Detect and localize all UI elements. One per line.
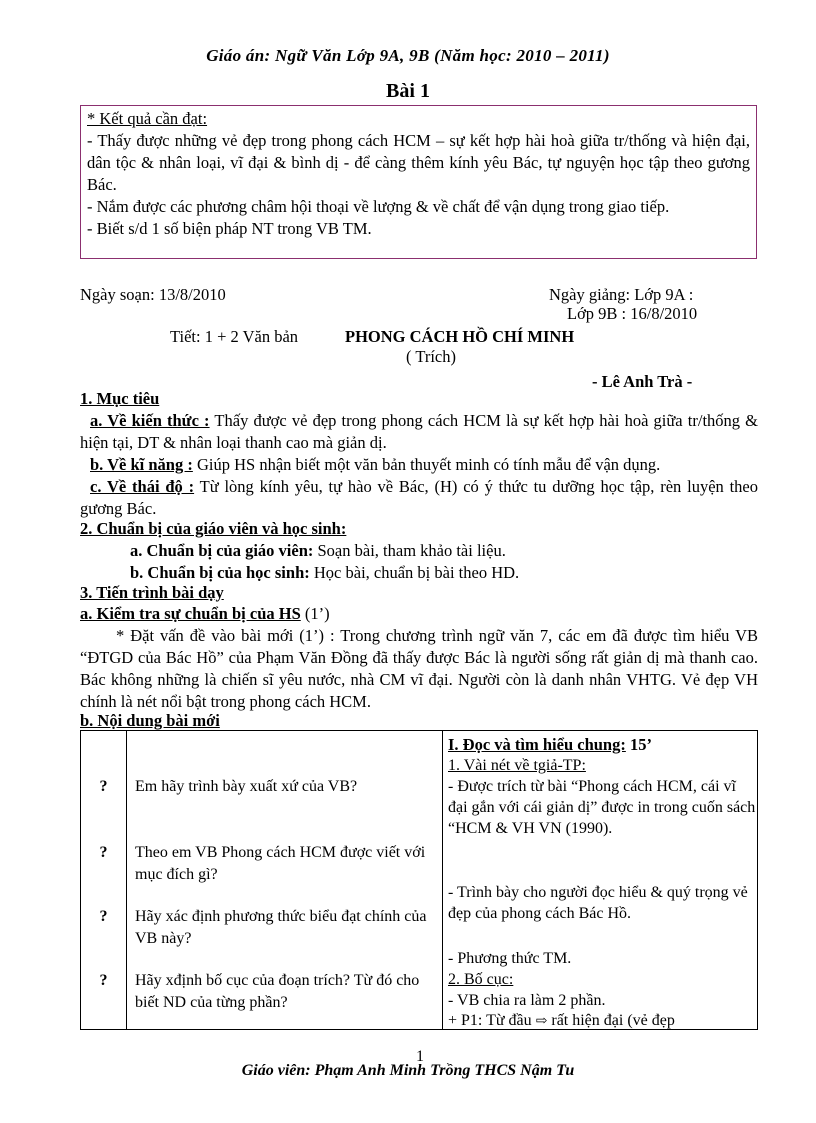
lesson-note: ( Trích) bbox=[406, 347, 456, 366]
section1-b-label: b. Về kĩ năng : bbox=[90, 455, 193, 474]
answer-text: - VB chia ra làm 2 phần. bbox=[448, 992, 606, 1009]
question-mark: ? bbox=[99, 972, 108, 989]
answer-heading bbox=[448, 734, 758, 755]
section3-a-label: a. Kiểm tra sự chuẩn bị của HS bbox=[80, 604, 301, 623]
answer-text: - Phương thức TM. bbox=[448, 950, 572, 967]
question-mark: ? bbox=[99, 908, 108, 925]
structure-part-1-end: rất hiện đại (vẻ đẹp bbox=[551, 1012, 675, 1029]
mark-column bbox=[81, 731, 127, 1030]
answer-subheading: 1. Vài nét về tgiả-TP: bbox=[448, 757, 586, 774]
question-text: Hãy xác định phương thức biểu đạt chính của VB này? bbox=[135, 908, 427, 947]
section1-c bbox=[80, 476, 758, 520]
answer-text: - Trình bày cho người đọc hiểu & quý trọng vẻ đẹp của phong cách Bác Hồ. bbox=[448, 884, 748, 922]
lesson-title: PHONG CÁCH HỒ CHÍ MINH bbox=[345, 327, 575, 346]
section1-heading: 1. Mục tiêu bbox=[80, 389, 160, 408]
question-text: Em hãy trình bày xuất xứ của VB? bbox=[135, 778, 358, 795]
answer-subheading: 2. Bố cục: bbox=[448, 971, 514, 988]
answer-column bbox=[443, 731, 758, 1030]
question-mark: ? bbox=[99, 778, 108, 795]
section3-a-time: (1’) bbox=[304, 604, 330, 623]
prep-date: Ngày soạn: 13/8/2010 bbox=[80, 285, 226, 304]
question-text: Hãy xđịnh bố cục của đoạn trích? Từ đó cho biết ND của từng phần? bbox=[135, 972, 420, 1011]
section3-heading: 3. Tiến trình bài dạy bbox=[80, 583, 224, 602]
section3-b-heading: b. Nội dung bài mới bbox=[80, 711, 220, 730]
question-text: Theo em VB Phong cách HCM được viết với mục đích gì? bbox=[135, 844, 426, 883]
answer-text: - Được trích từ bài “Phong cách HCM, cái vĩ đại gắn với cái giản dị” được in trong cuốn sách “HCM & VH VN (1990). bbox=[448, 778, 756, 837]
answer-heading-text: I. Đọc và tìm hiểu chung: bbox=[448, 735, 626, 754]
lesson-author: - Lê Anh Trà - bbox=[592, 372, 693, 391]
page-number: 1 bbox=[416, 1048, 424, 1065]
answer-text-structure bbox=[448, 1010, 758, 1032]
teach-date-9a: Ngày giảng: Lớp 9A : bbox=[549, 285, 694, 304]
objectives-box bbox=[80, 105, 757, 259]
answer-heading-time: 15’ bbox=[629, 735, 652, 754]
teach-date-9b: Lớp 9B : 16/8/2010 bbox=[567, 304, 698, 323]
section1-b-text: Giúp HS nhận biết một văn bản thuyết minh có tính mẫu để vận dụng. bbox=[196, 455, 661, 474]
lesson-period: Tiết: 1 + 2 Văn bản bbox=[170, 327, 299, 346]
objective-item: - Thấy được những vẻ đẹp trong phong cách HCM – sự kết hợp hài hoà giữa tr/thống và hiện đại, dân tộc & nhân loại, vĩ đại & bình dị - để càng thêm kính yêu Bác, tự nguyện học tập theo gương Bác. bbox=[87, 131, 750, 194]
section1-a-label: a. Về kiến thức : bbox=[90, 411, 210, 430]
section1-a-text: Thấy được vẻ đẹp trong phong cách HCM là sự kết hợp hài hoà giữa tr/thống & hiện tại, DT & nhân loại thanh cao mà giản dị. bbox=[80, 411, 759, 452]
section1-c-label: c. Về thái độ : bbox=[90, 477, 195, 496]
section2-a-label: a. Chuẩn bị của giáo viên: bbox=[130, 541, 314, 560]
section2-heading: 2. Chuẩn bị của giáo viên và học sinh: bbox=[80, 519, 347, 538]
section1-c-text: Từ lòng kính yêu, tự hào về Bác, (H) có ý thức tu dưỡng học tập, rèn luyện theo gương Bác. bbox=[80, 477, 758, 518]
lesson-number-title: Bài 1 bbox=[386, 80, 430, 102]
objectives-heading: * Kết quả cần đạt: bbox=[87, 109, 208, 128]
arrow-right-icon: ⇨ bbox=[535, 1014, 548, 1029]
question-column bbox=[127, 731, 443, 1030]
structure-part-1-start: + P1: Từ đầu bbox=[448, 1012, 532, 1029]
section2-b-label: b. Chuẩn bị của học sinh: bbox=[130, 563, 310, 582]
section2-b bbox=[130, 562, 519, 584]
section2-b-text: Học bài, chuẩn bị bài theo HD. bbox=[313, 563, 520, 582]
question-mark: ? bbox=[99, 844, 108, 861]
page-footer: Giáo viên: Phạm Anh Minh Trồng THCS Nậm Tu bbox=[241, 1062, 575, 1079]
objective-item: - Nắm được các phương châm hội thoại về lượng & về chất để vận dụng trong giao tiếp. bbox=[87, 197, 670, 216]
section3-a bbox=[80, 603, 330, 625]
section1-b bbox=[80, 454, 758, 476]
section2-a-text: Soạn bài, tham khảo tài liệu. bbox=[317, 541, 506, 560]
lesson-content-table bbox=[80, 730, 758, 1030]
page-header: Giáo án: Ngữ Văn Lớp 9A, 9B (Năm học: 2010 – 2011) bbox=[206, 46, 610, 65]
section2-a bbox=[130, 540, 506, 562]
section1-a bbox=[80, 410, 758, 454]
objective-item: - Biết s/d 1 số biện pháp NT trong VB TM. bbox=[87, 219, 372, 238]
section3-intro: * Đặt vấn đề vào bài mới (1’) : Trong chương trình ngữ văn 7, các em đã được tìm hiểu VB “ĐTGD của Bác Hồ” của Phạm Văn Đồng đã thấy được Bác là người sống rất giản dị mà thanh cao. Bác không những là chiến sĩ yêu nước, nhà CM vĩ đại. Người còn là danh nhân VHTG. Vẻ đẹp VH chính là nét nổi bật trong phong cách HCM. bbox=[80, 626, 758, 711]
